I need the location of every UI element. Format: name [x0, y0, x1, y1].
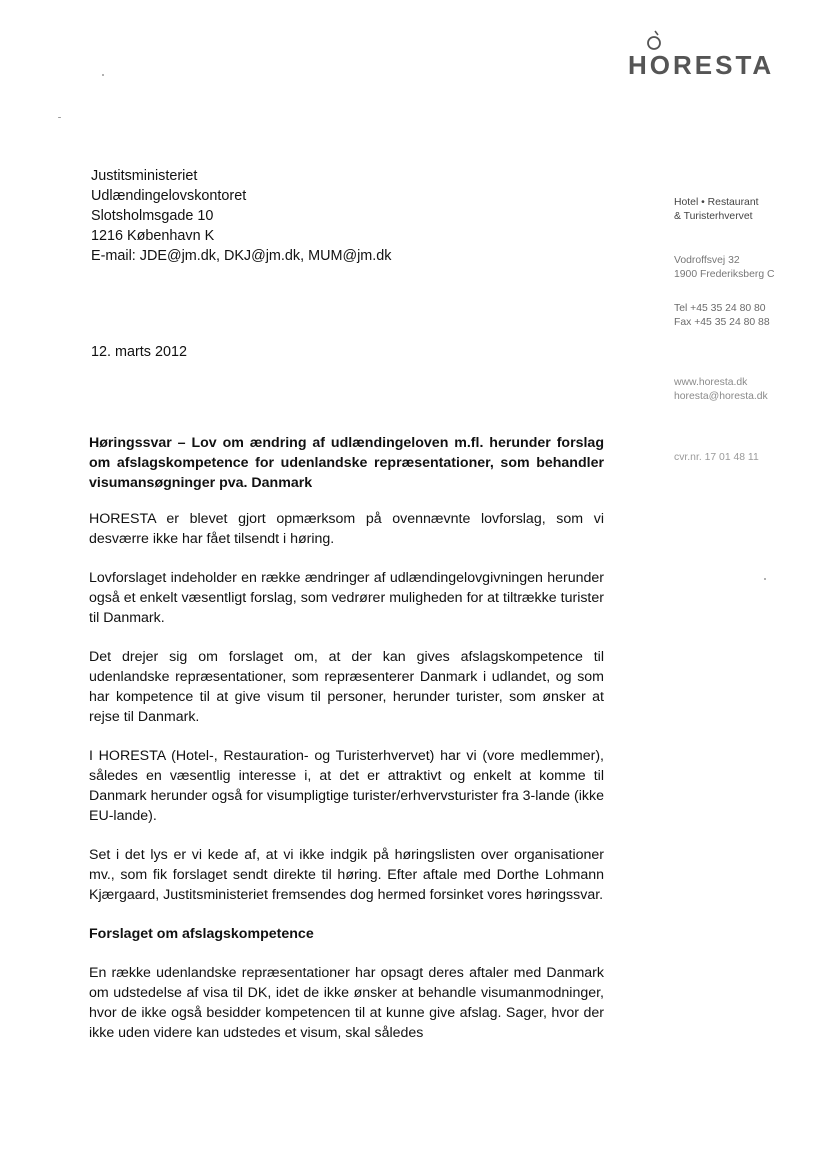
- letterhead-phone: [674, 302, 804, 330]
- logo-o-mark-icon: [644, 30, 664, 52]
- section-subheading: Forslaget om afslagskompetence: [89, 926, 314, 942]
- scan-speck: [102, 74, 104, 76]
- letterhead-address: [674, 254, 804, 282]
- recipient-address: [91, 166, 391, 266]
- recipient-line: Udlændingelovskontoret: [91, 188, 247, 204]
- fax-line: Fax +45 35 24 80 88: [674, 317, 770, 328]
- body-paragraph: Det drejer sig om forslaget om, at der kan gives afslagskompetence til udenlandske repræsentationer, som repræsenterer Danmark i udlandet, og som har kompetence til at give visum til personer, herunder turister, som ønsker at rejse til Danmark.: [89, 649, 604, 725]
- website-link[interactable]: www.horesta.dk: [674, 377, 748, 388]
- horesta-logo: [628, 28, 778, 78]
- tagline-line: Hotel • Restaurant: [674, 197, 759, 208]
- letterhead-cvr: cvr.nr. 17 01 48 11: [674, 452, 759, 463]
- letter-heading: Høringssvar – Lov om ændring af udlændingeloven m.fl. herunder forslag om afslagskompetence for udenlandske repræsentationer, som behandler visumansøgninger pva. Danmark: [89, 435, 604, 491]
- recipient-line: 1216 København K: [91, 228, 215, 244]
- body-paragraph: Set i det lys er vi kede af, at vi ikke indgik på høringslisten over organisationer mv., som fik forslaget sendt direkte til høring. Efter aftale med Dorthe Lohmann Kjærgaard, Justitsministeriet fremsendes dog hermed forsinket vores høringssvar.: [89, 847, 604, 903]
- recipient-line: Slotsholmsgade 10: [91, 208, 214, 224]
- letterhead-web: [674, 376, 804, 404]
- body-paragraph: En række udenlandske repræsentationer har opsagt deres aftaler med Danmark om udstedelse af visa til DK, idet de ikke ønsker at behandle visumanmodninger, hvor de ikke også besidder kompetencen til at kunne give afslag. Sager, hvor der ikke uden videre kan udstedes et visum, skal således: [89, 965, 604, 1041]
- scan-speck: [764, 578, 766, 580]
- recipient-line: Justitsministeriet: [91, 168, 198, 184]
- logo-text: HORESTA: [628, 50, 775, 80]
- letter-body: [89, 433, 604, 1062]
- address-line: 1900 Frederiksberg C: [674, 269, 775, 280]
- body-paragraph: I HORESTA (Hotel-, Restauration- og Turisterhvervet) har vi (vore medlemmer), således en væsentlig interesse i, at det er attraktivt og enkelt at komme til Danmark herunder også for visumpligtige turister/erhvervsturister fra 3-lande (ikke EU-lande).: [89, 748, 604, 824]
- tagline-line: & Turisterhvervet: [674, 211, 753, 222]
- letterhead-tagline: [674, 196, 804, 224]
- letter-date: 12. marts 2012: [91, 344, 187, 360]
- address-line: Vodroffsvej 32: [674, 255, 740, 266]
- recipient-email-line: E-mail: JDE@jm.dk, DKJ@jm.dk, MUM@jm.dk: [91, 248, 392, 264]
- email-link[interactable]: horesta@horesta.dk: [674, 391, 768, 402]
- scan-speck: [58, 117, 61, 118]
- phone-line: Tel +45 35 24 80 80: [674, 303, 766, 314]
- body-paragraph: HORESTA er blevet gjort opmærksom på ovennævnte lovforslag, som vi desværre ikke har fået tilsendt i høring.: [89, 511, 604, 547]
- body-paragraph: Lovforslaget indeholder en række ændringer af udlændingelovgivningen herunder også et enkelt væsentligt forslag, som vedrører muligheden for at tiltrække turister til Danmark.: [89, 570, 604, 626]
